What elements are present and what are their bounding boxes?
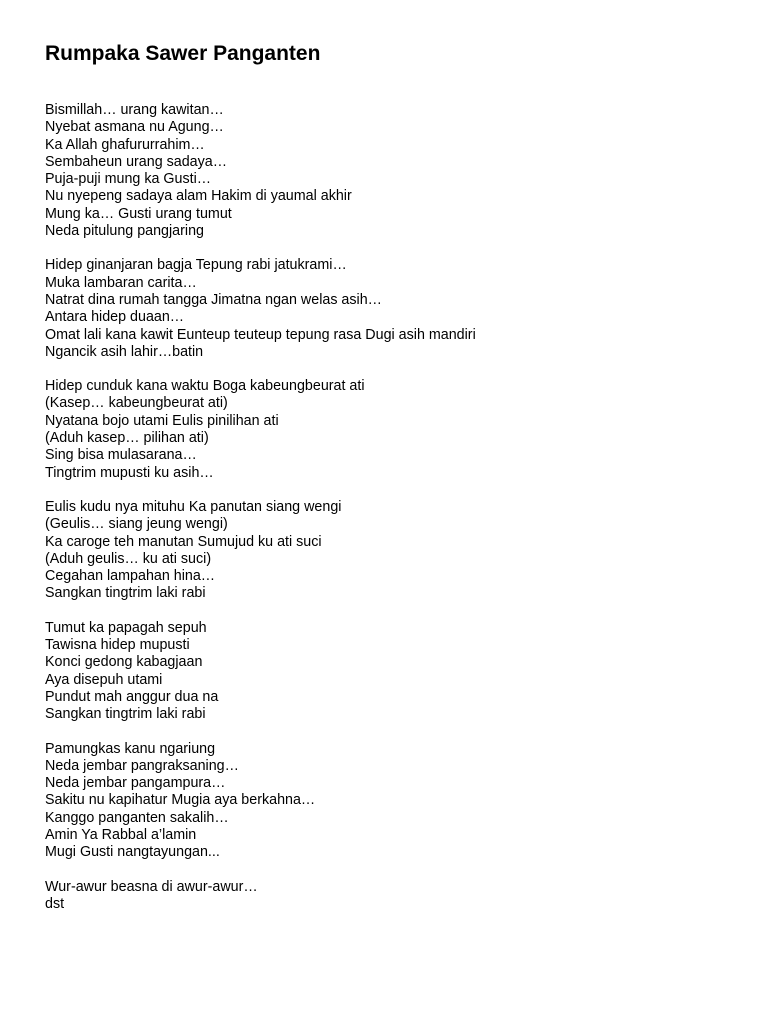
verse-line: Nyatana bojo utami Eulis pinilihan ati <box>45 412 279 429</box>
stanza-2 <box>45 257 735 361</box>
stanza-4 <box>45 499 735 603</box>
verse-line: Konci gedong kabagjaan <box>45 654 203 671</box>
verse-line: Neda pitulung pangjaring <box>45 223 204 240</box>
verse-line: (Aduh geulis… ku ati suci) <box>45 550 212 567</box>
verse-line: Puja-puji mung ka Gusti… <box>45 171 212 188</box>
verse-line: Neda jembar pangraksaning… <box>45 757 239 774</box>
verse-line: dst <box>45 895 65 912</box>
verse-line: Tumut ka papagah sepuh <box>45 619 207 636</box>
verse-line: Ka caroge teh manutan Sumujud ku ati suci <box>45 533 322 550</box>
verse-line: Natrat dina rumah tangga Jimatna ngan welas asih… <box>45 291 382 308</box>
stanza-7 <box>45 879 735 914</box>
stanza-6 <box>45 741 735 862</box>
verse-line: Amin Ya Rabbal a’lamin <box>45 826 197 843</box>
verse-line: Eulis kudu nya mituhu Ka panutan siang wengi <box>45 498 342 515</box>
verse-line: Ngancik asih lahir…batin <box>45 343 204 360</box>
verse-line: Wur-awur beasna di awur-awur… <box>45 878 258 895</box>
document-title: Rumpaka Sawer Panganten <box>45 42 321 65</box>
verse-line: Hidep ginanjaran bagja Tepung rabi jatukrami… <box>45 257 347 274</box>
verse-line: Ka Allah ghafururrahim… <box>45 136 205 153</box>
verse-line: Neda jembar pangampura… <box>45 775 226 792</box>
verse-line: Tingtrim mupusti ku asih… <box>45 464 214 481</box>
stanza-1 <box>45 102 735 240</box>
verse-line: Sakitu nu kapihatur Mugia aya berkahna… <box>45 792 316 809</box>
verse-line: Nyebat asmana nu Agung… <box>45 119 224 136</box>
verse-line: Mugi Gusti nangtayungan... <box>45 844 220 861</box>
verse-line: Sembaheun urang sadaya… <box>45 153 228 170</box>
verse-line: (Aduh kasep… pilihan ati) <box>45 430 209 447</box>
verse-line: Pamungkas kanu ngariung <box>45 740 216 757</box>
document-page <box>45 40 735 930</box>
verse-line: Cegahan lampahan hina… <box>45 568 216 585</box>
verse-line: Bismillah… urang kawitan… <box>45 102 224 118</box>
verse-line: Aya disepuh utami <box>45 671 163 688</box>
verse-line: Kanggo panganten sakalih… <box>45 809 229 826</box>
verse-line: (Geulis… siang jeung wengi) <box>45 516 228 533</box>
verse-line: Tawisna hidep mupusti <box>45 637 190 654</box>
verse-line: Sangkan tingtrim laki rabi <box>45 585 206 602</box>
stanza-3 <box>45 378 735 482</box>
verse-line: Hidep cunduk kana waktu Boga kabeungbeurat ati <box>45 378 365 395</box>
verse-line: Omat lali kana kawit Eunteup teuteup tepung rasa Dugi asih mandiri <box>45 326 476 343</box>
verse-line: (Kasep… kabeungbeurat ati) <box>45 395 228 412</box>
verse-line: Antara hidep duaan… <box>45 309 185 326</box>
verse-line: Mung ka… Gusti urang tumut <box>45 205 232 222</box>
verse-line: Nu nyepeng sadaya alam Hakim di yaumal akhir <box>45 188 352 205</box>
verse-line: Pundut mah anggur dua na <box>45 688 219 705</box>
stanza-5 <box>45 620 735 724</box>
verse-line: Sing bisa mulasarana… <box>45 447 197 464</box>
verse-line: Sangkan tingtrim laki rabi <box>45 706 206 723</box>
verse-line: Muka lambaran carita… <box>45 274 197 291</box>
